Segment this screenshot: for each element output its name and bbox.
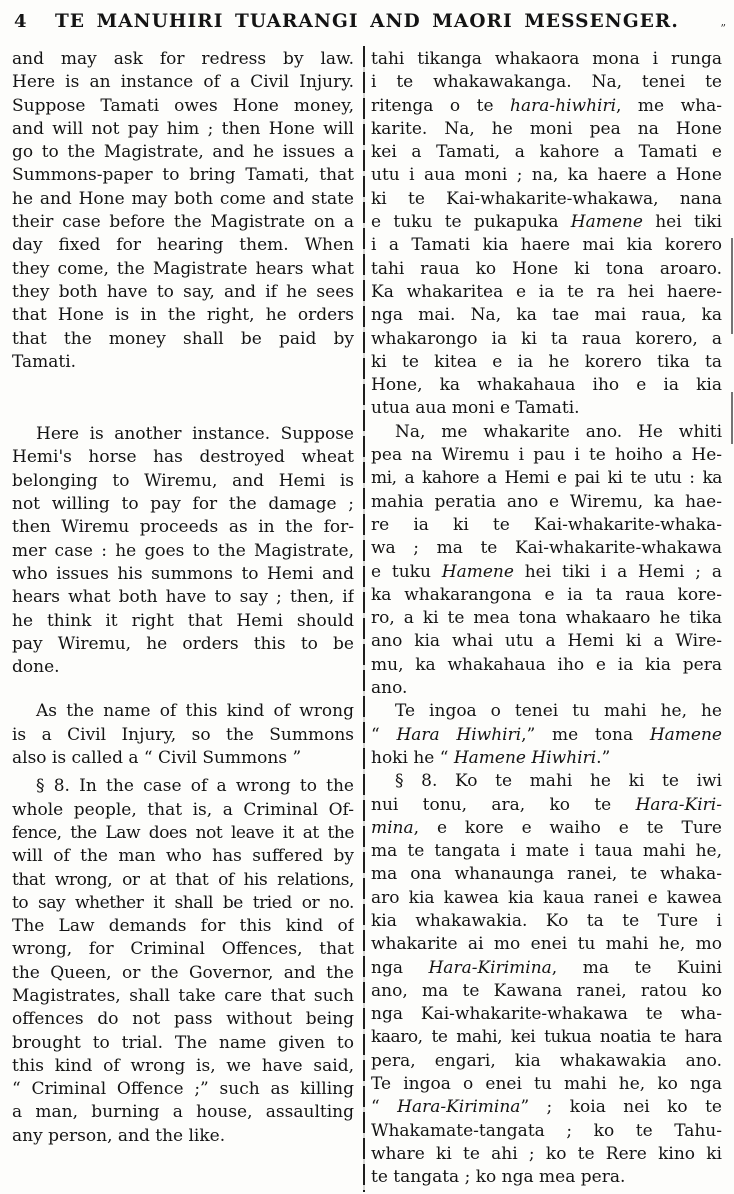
text-line: ro, a ki te mea tona whakaaro he tika xyxy=(371,608,722,629)
text-line: Na, me whakarite ano. He whiti xyxy=(395,421,722,442)
text-line: tahi raua ko Hone ki tona aroaro. xyxy=(371,258,722,279)
text-line: § 8. In the case of a wrong to the xyxy=(36,776,354,797)
column-right-maori xyxy=(371,48,722,1190)
text-line: Summons-paper to bring Tamati, that xyxy=(12,165,354,186)
text-line: they come, the Magistrate hears what xyxy=(12,258,354,279)
text-line: offences do not pass without being xyxy=(12,1009,354,1030)
text-line: and may ask for redress by law. xyxy=(12,49,354,69)
text-line: Whakamate-tangata ; ko te Tahu- xyxy=(371,1120,722,1141)
text-line: The Law demands for this kind of xyxy=(12,916,354,937)
text-line: also is called a “ Civil Summons ” xyxy=(12,748,302,769)
text-line: “ Criminal Offence ;” such as killing xyxy=(12,1079,354,1100)
text-line: nga mai. Na, ka tae mai raua, ka xyxy=(371,305,722,326)
text-line: pera, engari, kia whakawakia ano. xyxy=(371,1050,722,1071)
text-line: Suppose Tamati owes Hone money, xyxy=(12,95,354,116)
text-line: Tamati. xyxy=(12,351,77,372)
text-line: whakarongo ia ki ta raua korero, a xyxy=(371,328,722,349)
text-line: day fixed for hearing them. When xyxy=(12,235,354,256)
column-divider-rule xyxy=(363,46,365,1192)
text-line: Hone, ka whakahaua iho e ia kia xyxy=(371,375,722,396)
text-line: whole people, that is, a Criminal Of- xyxy=(12,799,354,820)
text-line: wa ; ma te Kai-whakarite-whakawa xyxy=(371,538,722,559)
text-line: “ Hara-Kirimina” ; koia nei ko te xyxy=(371,1097,722,1118)
text-line: ano, ma te Kawana ranei, ratou ko xyxy=(371,980,722,1001)
text-line: Magistrates, shall take care that such xyxy=(12,985,354,1006)
paragraph xyxy=(12,423,354,679)
text-line: Te ingoa o enei tu mahi he, ko nga xyxy=(371,1074,722,1095)
text-line: nga Hara-Kirimina, ma te Kuini xyxy=(371,957,722,978)
text-line: he think it right that Hemi should xyxy=(12,610,354,631)
text-line: mer case : he goes to the Magistrate, xyxy=(12,540,354,561)
text-line: aro kia kawea kia kaua ranei e kawea xyxy=(371,887,722,908)
text-line: hoki he “ Hamene Hiwhiri.” xyxy=(371,747,611,768)
text-line: ma ona whanaunga ranei, te whaka- xyxy=(371,864,722,885)
paragraph xyxy=(371,700,722,770)
paragraph xyxy=(371,770,722,1189)
text-line: pay Wiremu, he orders this to be xyxy=(12,633,354,654)
text-line: ma te tangata i mate i taua mahi he, xyxy=(371,841,722,862)
scan-edge-artifact xyxy=(731,238,733,334)
text-line: As the name of this kind of wrong xyxy=(36,701,354,722)
text-line: nga Kai-whakarite-whakawa te wha- xyxy=(371,1004,722,1025)
paragraph xyxy=(12,48,354,374)
text-line: hears what both have to say ; then, if xyxy=(12,587,354,608)
scan-artifact-mark: ” xyxy=(720,22,726,35)
text-line: i te whakawakanga. Na, tenei te xyxy=(371,72,722,93)
text-line: that Hone is in the right, he orders xyxy=(12,305,354,326)
text-line: go to the Magistrate, and he issues a xyxy=(12,142,354,163)
text-line: any person, and the like. xyxy=(12,1125,226,1146)
text-line: Ka whakaritea e ia te ra hei haere- xyxy=(371,281,722,302)
text-line: belonging to Wiremu, and Hemi is xyxy=(12,470,354,491)
text-line: wrong, for Criminal Offences, that xyxy=(12,939,354,960)
text-line: kia whakawakia. Ko ta te Ture i xyxy=(371,910,722,931)
text-line: ano. xyxy=(371,678,408,699)
text-line: fence, the Law does not leave it at the xyxy=(12,822,354,843)
scan-edge-artifact xyxy=(731,392,733,444)
paragraph xyxy=(12,700,354,770)
text-line: that wrong, or at that of his relations, xyxy=(12,869,354,890)
text-line: mi, a kahore a Hemi e pai ki te utu : ka xyxy=(371,468,722,489)
text-line: their case before the Magistrate on a xyxy=(12,212,354,233)
text-line: the Queen, or the Governor, and the xyxy=(12,962,354,983)
column-left-english xyxy=(12,48,354,1148)
text-line: re ia ki te Kai-whakarite-whaka- xyxy=(371,514,722,535)
text-line: i a Tamati kia haere mai kia korero xyxy=(371,235,722,256)
text-line: ano kia whai utu a Hemi ki a Wire- xyxy=(371,631,722,652)
text-line: is a Civil Injury, so the Summons xyxy=(12,724,354,745)
text-line: utua aua moni e Tamati. xyxy=(371,398,580,419)
text-line: nui tonu, ara, ko te Hara-Kiri- xyxy=(371,794,722,815)
text-line: they both have to say, and if he sees xyxy=(12,281,354,302)
text-line: to say whether it shall be tried or no. xyxy=(12,892,354,913)
text-line: ki te Kai-whakarite-whakawa, nana xyxy=(371,188,722,209)
text-line: who issues his summons to Hemi and xyxy=(12,563,354,584)
text-line: will of the man who has suffered by xyxy=(12,846,354,867)
text-line: brought to trial. The name given to xyxy=(12,1032,354,1053)
paragraph xyxy=(371,421,722,701)
text-line: mu, ka whakahaua iho e ia kia pera xyxy=(371,654,722,675)
text-line: this kind of wrong is, we have said, xyxy=(12,1055,354,1076)
text-line: not willing to pay for the damage ; xyxy=(12,494,354,515)
text-line: he and Hone may both come and state xyxy=(12,188,354,209)
text-line: a man, burning a house, assaulting xyxy=(12,1102,354,1123)
text-line: mahia peratia ano e Wiremu, ka hae- xyxy=(371,491,722,512)
text-line: § 8. Ko te mahi he ki te iwi xyxy=(395,771,722,792)
text-line: karite. Na, he moni pea na Hone xyxy=(371,118,722,139)
text-line: ritenga o te hara-hiwhiri, me wha- xyxy=(371,95,722,116)
text-line: kei a Tamati, a kahore a Tamati e xyxy=(371,142,722,163)
text-line: done. xyxy=(12,657,60,678)
text-line: whakarite ai mo enei tu mahi he, mo xyxy=(371,934,722,955)
paragraph xyxy=(371,48,722,421)
text-line: and will not pay him ; then Hone will xyxy=(12,118,354,139)
page-number: 4 xyxy=(14,11,27,32)
text-line: Hemi's horse has destroyed wheat xyxy=(12,447,354,468)
text-line: e tuku Hamene hei tiki i a Hemi ; a xyxy=(371,561,722,582)
paragraph xyxy=(12,775,354,1148)
text-line: pea na Wiremu i pau i te hoiho a He- xyxy=(371,445,722,466)
text-line: “ Hara Hiwhiri,” me tona Hamene xyxy=(371,724,722,745)
text-line: ka whakarangona e ia ta raua kore- xyxy=(371,584,722,605)
text-line: that the money shall be paid by xyxy=(12,328,354,349)
text-line: te tangata ; ko nga mea pera. xyxy=(371,1167,626,1188)
text-line: utu i aua moni ; na, ka haere a Hone xyxy=(371,165,722,186)
text-line: ki te kitea e ia he korero tika ta xyxy=(371,351,722,372)
text-line: Here is another instance. Suppose xyxy=(36,424,354,445)
text-line: whare ki te ahi ; ko te Rere kino ki xyxy=(371,1143,722,1164)
text-line: mina, e kore e waiho e te Ture xyxy=(371,817,722,838)
page-title: TE MANUHIRI TUARANGI AND MAORI MESSENGER. xyxy=(55,11,679,32)
text-line: then Wiremu proceeds as in the for- xyxy=(12,517,354,538)
text-line: Here is an instance of a Civil Injury. xyxy=(12,72,354,93)
text-line: e tuku te pukapuka Hamene hei tiki xyxy=(371,212,722,233)
text-line: Te ingoa o tenei tu mahi he, he xyxy=(395,701,722,722)
text-line: tahi tikanga whakaora mona i runga xyxy=(371,49,722,69)
text-line: kaaro, te mahi, kei tukua noatia te hara xyxy=(371,1027,722,1048)
